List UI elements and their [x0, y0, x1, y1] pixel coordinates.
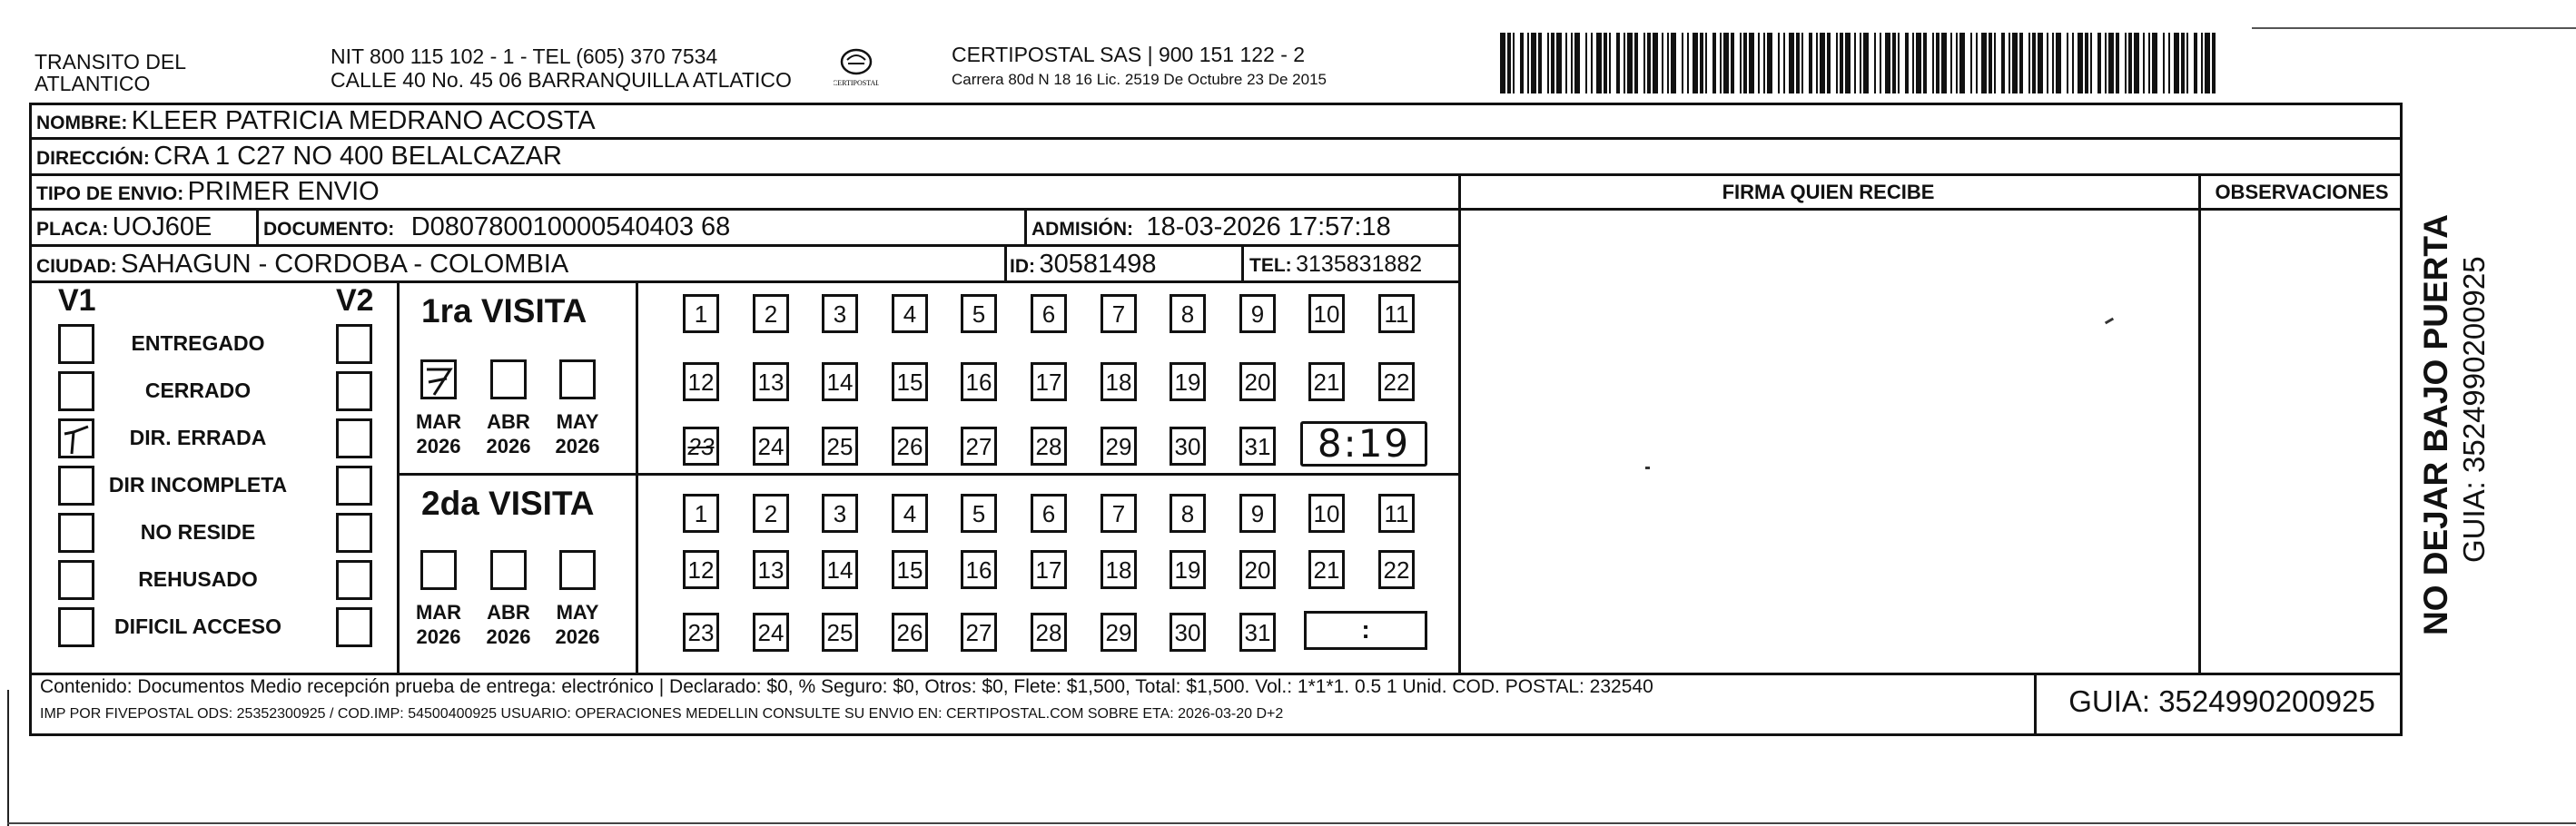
barcode-bar: [1981, 33, 1987, 93]
visit1-time-box[interactable]: [1300, 421, 1427, 467]
visit1-day[interactable]: 24: [753, 427, 789, 466]
visit1-title: 1ra VISITA: [421, 292, 587, 329]
barcode-bar: [1905, 33, 1909, 93]
barcode-bar: [2128, 33, 2132, 93]
documento-label: DOCUMENTO:: [263, 219, 395, 240]
barcode-bar: [1950, 33, 1952, 93]
barcode-bar: [1687, 33, 1689, 93]
tel-label: TEL:: [1249, 255, 1292, 276]
v2-checkbox[interactable]: [336, 324, 372, 364]
barcode-bar: [1898, 33, 1900, 93]
barcode-bar: [2012, 33, 2018, 93]
v1-checkbox[interactable]: [58, 466, 94, 506]
visit2-time: :: [1361, 615, 1370, 644]
visit1-day[interactable]: 23: [683, 427, 719, 466]
v1-checkbox[interactable]: [58, 418, 94, 458]
barcode-bar: [1596, 33, 1602, 93]
barcode-bar: [2105, 33, 2107, 93]
barcode-bar: [2052, 33, 2054, 93]
side-warning: NO DEJAR BAJO PUERTA: [2417, 214, 2454, 635]
direccion-label: DIRECCIÓN:: [36, 148, 150, 169]
barcode-bar: [2163, 33, 2165, 93]
visit2-day[interactable]: 8: [1170, 494, 1206, 533]
visit1-day[interactable]: 28: [1031, 427, 1067, 466]
barcode-bar: [2008, 33, 2010, 93]
barcode-bar: [2143, 33, 2145, 93]
barcode-bar: [2028, 33, 2030, 93]
visit1-day[interactable]: 11: [1378, 294, 1415, 333]
visit2-month-label: [477, 600, 540, 649]
visit1-month-checkbox[interactable]: [559, 359, 596, 399]
visit2-day[interactable]: 29: [1100, 613, 1137, 652]
visit2-day[interactable]: 7: [1100, 494, 1137, 533]
footer-imp: IMP POR FIVEPOSTAL ODS: 25352300925 / COD.IMP: 54500400925 USUARIO: OPERACIONES MEDELLIN CONSULTE SU ENVIO EN: CERTIPOSTAL.COM SOBRE ETA: 2026-03-20 D+2: [40, 706, 1284, 722]
documento-row: [263, 212, 730, 242]
visit1-day[interactable]: 6: [1031, 294, 1067, 333]
barcode-bar: [1743, 33, 1747, 93]
barcode-bar: [1970, 33, 1972, 93]
visit2-day[interactable]: 27: [961, 613, 997, 652]
placa-row: [36, 212, 212, 242]
barcode-bar: [1778, 33, 1780, 93]
visit1-day[interactable]: 1: [683, 294, 719, 333]
barcode-bar: [2116, 33, 2119, 93]
visit2-day[interactable]: 30: [1170, 613, 1206, 652]
barcode-bar: [1789, 33, 1794, 93]
visit2-day[interactable]: 11: [1378, 494, 1415, 533]
barcode-bar: [2212, 33, 2216, 93]
barcode-bar: [1551, 33, 1554, 93]
barcode-bar: [2090, 33, 2092, 93]
visit1-day[interactable]: 7: [1100, 294, 1137, 333]
barcode-bar: [1667, 33, 1669, 93]
scan-edge-top: [2252, 27, 2576, 29]
barcode-bar: [1820, 33, 1825, 93]
visit1-day[interactable]: 18: [1100, 362, 1137, 401]
scan-edge-left: [7, 690, 9, 826]
barcode-bar: [1547, 33, 1549, 93]
status-label: REHUSADO: [138, 567, 258, 591]
barcode-bar: [2108, 33, 2114, 93]
barcode-bar: [2056, 33, 2061, 93]
barcode-bar: [1634, 33, 1638, 93]
barcode-bar: [1885, 33, 1890, 93]
visit2-day[interactable]: 15: [892, 550, 928, 589]
barcode-bar: [1585, 33, 1587, 93]
barcode-bar: [1892, 33, 1896, 93]
barcode-bar: [1513, 33, 1515, 93]
barcode-bar: [1731, 33, 1734, 93]
barcode-bar: [2181, 33, 2185, 93]
barcode-bar: [1749, 33, 1754, 93]
visit1-day[interactable]: 15: [892, 362, 928, 401]
barcode-bar: [1527, 33, 1529, 93]
tel-row: [1249, 251, 1422, 278]
v1-label: V1: [58, 283, 96, 318]
visit2-day[interactable]: 13: [753, 550, 789, 589]
v1-checkbox[interactable]: [58, 513, 94, 553]
month-name: ABR: [487, 410, 530, 433]
visit1-day[interactable]: 22: [1378, 362, 1415, 401]
visit2-day[interactable]: 31: [1239, 613, 1276, 652]
barcode-bar: [1836, 33, 1838, 93]
visit2-time-box[interactable]: [1304, 611, 1427, 650]
visit1-month-label: [477, 409, 540, 458]
month-year: 2026: [416, 625, 461, 648]
nombre-value: KLEER PATRICIA MEDRANO ACOSTA: [131, 106, 596, 135]
barcode-bar: [1763, 33, 1765, 93]
visit1-day[interactable]: 10: [1308, 294, 1345, 333]
month-name: MAR: [415, 410, 462, 433]
barcode-bar: [1712, 33, 1716, 93]
visit2-day[interactable]: 28: [1031, 613, 1067, 652]
barcode-bar: [1941, 33, 1947, 93]
barcode-bar: [2205, 33, 2210, 93]
visit1-month-checkbox[interactable]: [490, 359, 527, 399]
barcode-bar: [1989, 33, 1992, 93]
barcode-bar: [1758, 33, 1760, 93]
company-line: CERTIPOSTAL SAS | 900 151 122 - 2: [952, 43, 1306, 66]
visit1-month-checkbox[interactable]: [420, 359, 457, 399]
barcode-bar: [2148, 33, 2150, 93]
visit2-day[interactable]: 19: [1170, 550, 1206, 589]
visit2-title: 2da VISITA: [421, 485, 595, 522]
month-year: 2026: [555, 625, 600, 648]
placa-label: PLACA:: [36, 219, 109, 240]
visit2-day[interactable]: 14: [822, 550, 858, 589]
ciudad-label: CIUDAD:: [36, 256, 117, 277]
barcode-bar: [1959, 33, 1965, 93]
visit2-day[interactable]: 1: [683, 494, 719, 533]
org-line-1: TRANSITO DEL: [35, 50, 186, 74]
visit1-day[interactable]: 27: [961, 427, 997, 466]
visit1-day[interactable]: 4: [892, 294, 928, 333]
barcode-bar: [1932, 33, 1934, 93]
visit2-day[interactable]: 4: [892, 494, 928, 533]
company-info: [952, 44, 1327, 91]
license-line: Carrera 80d N 18 16 Lic. 2519 De Octubre 23 De 2015: [952, 71, 1327, 88]
barcode-bar: [1693, 33, 1698, 93]
visit1-day[interactable]: 30: [1170, 427, 1206, 466]
visit2-day[interactable]: 12: [683, 550, 719, 589]
barcode-bar: [1936, 33, 1939, 93]
barcode-bar: [1827, 33, 1831, 93]
barcode-bar: [1816, 33, 1818, 93]
address-line: CALLE 40 No. 45 06 BARRANQUILLA ATLATICO: [331, 68, 792, 92]
nombre-row: [36, 106, 596, 136]
barcode-bar: [1801, 33, 1803, 93]
barcode-bar: [2019, 33, 2023, 93]
barcode-bar: [1994, 33, 1996, 93]
barcode-bar: [1740, 33, 1742, 93]
visit2-day[interactable]: 5: [961, 494, 997, 533]
checkmark-icon: [61, 421, 94, 457]
tel-value: 3135831882: [1296, 251, 1423, 277]
barcode-bar: [1653, 33, 1658, 93]
month-year: 2026: [555, 435, 600, 457]
tipo-envio-label: TIPO DE ENVIO:: [36, 183, 184, 204]
barcode-bar: [1609, 33, 1611, 93]
barcode-bar: [2047, 33, 2048, 93]
barcode-bar: [1916, 33, 1921, 93]
visit1-day[interactable]: 17: [1031, 362, 1067, 401]
visit2-day[interactable]: 21: [1308, 550, 1345, 589]
visit2-day[interactable]: 3: [822, 494, 858, 533]
barcode-bar: [2125, 33, 2127, 93]
barcode-bar: [1720, 33, 1722, 93]
visit2-day[interactable]: 16: [961, 550, 997, 589]
signature-dot: [1645, 467, 1650, 469]
visit1-day[interactable]: 8: [1170, 294, 1206, 333]
status-label: NO RESIDE: [140, 520, 256, 544]
barcode-bar: [1845, 33, 1851, 93]
visit2-month-checkbox[interactable]: [490, 550, 527, 590]
month-name: MAR: [415, 601, 462, 624]
org-name: [35, 51, 186, 94]
visit1-day[interactable]: 19: [1170, 362, 1206, 401]
tipo-envio-row: [36, 177, 380, 207]
visit2-month-checkbox[interactable]: [559, 550, 596, 590]
visit2-day[interactable]: 25: [822, 613, 858, 652]
barcode-bar: [1956, 33, 1958, 93]
visit2-day[interactable]: 22: [1378, 550, 1415, 589]
ciudad-value: SAHAGUN - CORDOBA - COLOMBIA: [121, 250, 569, 279]
barcode-bar: [2085, 33, 2088, 93]
barcode-bar: [1647, 33, 1651, 93]
barcode-bar: [1723, 33, 1729, 93]
barcode-bar: [1874, 33, 1876, 93]
visit2-day[interactable]: 10: [1308, 494, 1345, 533]
visit1-day[interactable]: 5: [961, 294, 997, 333]
month-year: 2026: [486, 435, 531, 457]
footer-contenido: Contenido: Documentos Medio recepción prueba de entrega: electrónico | Declarado: $0, % Seguro: $0, Otros: $0, Flete: $1,500, Total: $1,500. Vol.: 1*1*1. 0.5 1 Unid. COD. POSTAL: 232540: [40, 676, 1653, 697]
visit1-month-label: [546, 409, 609, 458]
barcode-bar: [1538, 33, 1542, 93]
barcode-bar: [2174, 33, 2179, 93]
id-value: 30581498: [1039, 250, 1157, 279]
barcode-bar: [1923, 33, 1927, 93]
barcode-bar: [2201, 33, 2203, 93]
visit1-day[interactable]: 16: [961, 362, 997, 401]
nombre-label: NOMBRE:: [36, 113, 128, 133]
v1-checkbox[interactable]: [58, 560, 94, 600]
barcode-bar: [2134, 33, 2139, 93]
visit1-day[interactable]: 13: [753, 362, 789, 401]
barcode-bar: [1571, 33, 1573, 93]
admision-row: [1031, 212, 1391, 242]
admision-label: ADMISIÓN:: [1031, 219, 1133, 240]
visit1-day[interactable]: 20: [1239, 362, 1276, 401]
observaciones-header: OBSERVACIONES: [2215, 181, 2389, 203]
barcode-bar: [2194, 33, 2197, 93]
barcode-bar: [1507, 33, 1511, 93]
visit1-day[interactable]: 25: [822, 427, 858, 466]
org-line-2: ATLANTICO: [35, 72, 151, 95]
certipostal-logo: [834, 44, 879, 94]
barcode-bar: [1682, 33, 1683, 93]
org-contact: [331, 45, 792, 91]
id-row: [1010, 250, 1156, 280]
visit1-day[interactable]: 21: [1308, 362, 1345, 401]
barcode-bar: [1616, 33, 1620, 93]
visit1-month-label: [407, 409, 470, 458]
status-label: DIR. ERRADA: [129, 426, 267, 449]
status-label: ENTREGADO: [131, 331, 265, 355]
direccion-value: CRA 1 C27 NO 400 BELALCAZAR: [153, 142, 562, 171]
logo-text: CERTIPOSTAL: [834, 79, 879, 87]
barcode-bar: [1591, 33, 1593, 93]
visit2-month-label: [407, 600, 470, 649]
v1-checkbox[interactable]: [58, 371, 94, 411]
barcode-bar: [1662, 33, 1663, 93]
barcode-bar: [1671, 33, 1676, 93]
visit1-day[interactable]: 12: [683, 362, 719, 401]
barcode-bar: [1604, 33, 1607, 93]
barcode-bar: [2067, 33, 2068, 93]
scan-edge-bottom: [7, 822, 2576, 824]
barcode-bar: [1531, 33, 1536, 93]
documento-value: D080780010000540403 68: [410, 212, 731, 241]
barcode-bar: [1500, 33, 1505, 93]
visit2-month-label: [546, 600, 609, 649]
firma-header: FIRMA QUIEN RECIBE: [1722, 181, 1935, 203]
visit2-month-checkbox[interactable]: [420, 550, 457, 590]
barcode-bar: [1624, 33, 1625, 93]
visit1-day[interactable]: 14: [822, 362, 858, 401]
barcode-bar: [1556, 33, 1562, 93]
barcode-bar: [2186, 33, 2188, 93]
barcode-bar: [1976, 33, 1978, 93]
visit2-day[interactable]: 20: [1239, 550, 1276, 589]
barcode-bar: [1574, 33, 1580, 93]
status-label: DIFICIL ACCESO: [114, 615, 281, 638]
v2-checkbox[interactable]: [336, 418, 372, 458]
visit1-day[interactable]: 3: [822, 294, 858, 333]
status-label: DIR INCOMPLETA: [108, 473, 288, 497]
barcode-bar: [1767, 33, 1772, 93]
v2-checkbox[interactable]: [336, 560, 372, 600]
barcode-bar: [1565, 33, 1567, 93]
month-year: 2026: [486, 625, 531, 648]
barcode-bar: [1627, 33, 1633, 93]
tipo-envio-value: PRIMER ENVIO: [187, 177, 380, 206]
id-label: ID:: [1010, 256, 1035, 277]
barcode-bar: [1643, 33, 1645, 93]
visit2-day[interactable]: 26: [892, 613, 928, 652]
barcode-bar: [2078, 33, 2083, 93]
v1-checkbox[interactable]: [58, 324, 94, 364]
v2-checkbox[interactable]: [336, 466, 372, 506]
barcode-bar: [1520, 33, 1524, 93]
barcode: [1500, 33, 2221, 93]
barcode-bar: [2097, 33, 2101, 93]
visit2-day[interactable]: 9: [1239, 494, 1276, 533]
barcode-bar: [1796, 33, 1800, 93]
footer-guia: GUIA: 3524990200925: [2068, 684, 2375, 718]
admision-value: 18-03-2026 17:57:18: [1146, 212, 1391, 241]
barcode-bar: [1880, 33, 1881, 93]
barcode-bar: [2152, 33, 2157, 93]
visit2-day[interactable]: 23: [683, 613, 719, 652]
ciudad-row: [36, 250, 568, 280]
visit2-day[interactable]: 17: [1031, 550, 1067, 589]
month-name: MAY: [556, 601, 599, 624]
visit1-time: 8:19: [1317, 421, 1411, 466]
visit2-day[interactable]: 24: [753, 613, 789, 652]
side-guia: GUIA: 3524990200925: [2457, 256, 2491, 563]
barcode-bar: [1809, 33, 1812, 93]
visit1-day[interactable]: 29: [1100, 427, 1137, 466]
month-name: ABR: [487, 601, 530, 624]
visit2-day[interactable]: 18: [1100, 550, 1137, 589]
v2-checkbox[interactable]: [336, 371, 372, 411]
month-name: MAY: [556, 410, 599, 433]
visit1-day[interactable]: 9: [1239, 294, 1276, 333]
direccion-row: [36, 142, 562, 172]
barcode-bar: [1783, 33, 1785, 93]
barcode-bar: [2168, 33, 2170, 93]
placa-value: UOJ60E: [112, 212, 212, 241]
v2-checkbox[interactable]: [336, 607, 372, 647]
status-label: CERRADO: [144, 379, 252, 402]
visit1-day[interactable]: 2: [753, 294, 789, 333]
month-year: 2026: [416, 435, 461, 457]
checkmark-icon: [423, 362, 456, 398]
visit1-day[interactable]: 31: [1239, 427, 1276, 466]
barcode-bar: [1863, 33, 1869, 93]
v2-checkbox[interactable]: [336, 513, 372, 553]
v2-label: V2: [336, 283, 374, 318]
barcode-bar: [2038, 33, 2043, 93]
visit2-day[interactable]: 2: [753, 494, 789, 533]
barcode-bar: [2032, 33, 2036, 93]
nit-line: NIT 800 115 102 - 1 - TEL (605) 370 7534: [331, 44, 718, 68]
barcode-bar: [2001, 33, 2005, 93]
barcode-bar: [1860, 33, 1861, 93]
visit2-day[interactable]: 6: [1031, 494, 1067, 533]
barcode-bar: [1854, 33, 1856, 93]
barcode-bar: [1912, 33, 1914, 93]
barcode-bar: [1700, 33, 1703, 93]
visit1-day[interactable]: 26: [892, 427, 928, 466]
barcode-bar: [1840, 33, 1843, 93]
barcode-bar: [2072, 33, 2074, 93]
barcode-bar: [1705, 33, 1707, 93]
v1-checkbox[interactable]: [58, 607, 94, 647]
